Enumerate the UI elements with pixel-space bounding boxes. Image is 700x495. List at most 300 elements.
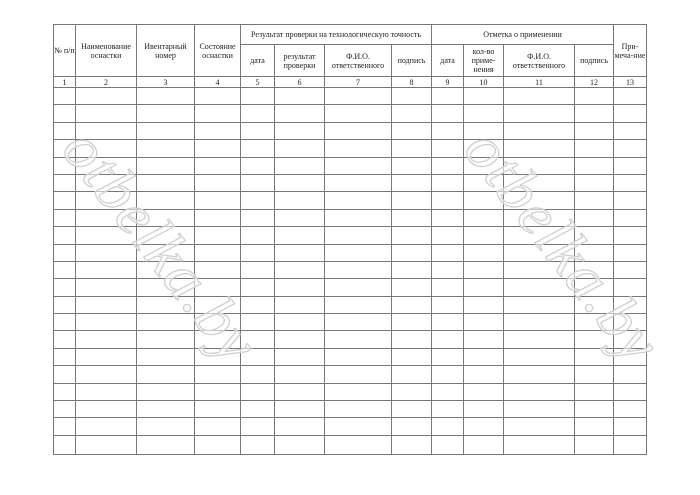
- table-cell: [195, 383, 241, 400]
- table-cell: [504, 88, 575, 105]
- header-row-1: [54, 25, 647, 45]
- table-cell: [432, 418, 464, 435]
- table-cell: [195, 209, 241, 226]
- table-cell: [464, 383, 504, 400]
- table-cell: [504, 279, 575, 296]
- table-cell: [241, 174, 275, 191]
- table-cell: [464, 366, 504, 383]
- header-check-responsible: Ф.И.О. ответственного: [325, 45, 392, 77]
- table-cell: [241, 279, 275, 296]
- table-cell: [575, 348, 614, 365]
- table-row: [54, 192, 647, 209]
- table-cell: [504, 192, 575, 209]
- column-number: 11: [504, 77, 575, 88]
- table-cell: [195, 348, 241, 365]
- table-cell: [76, 261, 137, 278]
- table-cell: [432, 157, 464, 174]
- table-cell: [137, 296, 195, 313]
- table-cell: [392, 401, 432, 418]
- table-cell: [392, 244, 432, 261]
- table-row: [54, 244, 647, 261]
- table-cell: [195, 244, 241, 261]
- table-cell: [575, 227, 614, 244]
- table-cell: [614, 140, 647, 157]
- table-cell: [392, 348, 432, 365]
- table-row: [54, 140, 647, 157]
- header-tooling-condition: Состояние оснастки: [195, 25, 241, 77]
- table-cell: [275, 192, 325, 209]
- table-cell: [195, 418, 241, 435]
- table-cell: [575, 261, 614, 278]
- table-cell: [614, 383, 647, 400]
- table-cell: [614, 209, 647, 226]
- table-cell: [137, 209, 195, 226]
- table-body: [54, 88, 647, 455]
- table-cell: [464, 192, 504, 209]
- table-cell: [614, 157, 647, 174]
- table-cell: [137, 348, 195, 365]
- table-cell: [137, 261, 195, 278]
- table-row: [54, 209, 647, 226]
- table-cell: [614, 401, 647, 418]
- table-cell: [76, 227, 137, 244]
- table-cell: [504, 140, 575, 157]
- table-cell: [392, 140, 432, 157]
- table-cell: [614, 261, 647, 278]
- table-cell: [137, 401, 195, 418]
- table-cell: [392, 122, 432, 139]
- table-cell: [76, 157, 137, 174]
- table-cell: [275, 174, 325, 191]
- column-number: 8: [392, 77, 432, 88]
- column-number: 9: [432, 77, 464, 88]
- table-row: [54, 157, 647, 174]
- table-cell: [137, 279, 195, 296]
- table-cell: [241, 401, 275, 418]
- table-cell: [137, 88, 195, 105]
- table-cell: [54, 314, 76, 331]
- table-cell: [392, 366, 432, 383]
- table-row: [54, 418, 647, 435]
- table-cell: [464, 296, 504, 313]
- header-usage-count: кол-во приме-нения: [464, 45, 504, 77]
- table-cell: [614, 331, 647, 348]
- table-cell: [195, 227, 241, 244]
- table-cell: [76, 331, 137, 348]
- table-cell: [432, 296, 464, 313]
- table-cell: [432, 348, 464, 365]
- table-cell: [76, 88, 137, 105]
- table-cell: [504, 383, 575, 400]
- table-cell: [275, 418, 325, 435]
- table-cell: [76, 314, 137, 331]
- table-cell: [504, 157, 575, 174]
- table-cell: [137, 314, 195, 331]
- table-cell: [54, 279, 76, 296]
- table-cell: [432, 331, 464, 348]
- table-cell: [76, 244, 137, 261]
- table-cell: [275, 366, 325, 383]
- table-cell: [54, 435, 76, 454]
- table-cell: [241, 314, 275, 331]
- table-cell: [614, 122, 647, 139]
- column-number: 12: [575, 77, 614, 88]
- table-cell: [504, 261, 575, 278]
- table-row: [54, 348, 647, 365]
- table-cell: [614, 314, 647, 331]
- column-number: 3: [137, 77, 195, 88]
- table-cell: [392, 435, 432, 454]
- table-cell: [241, 88, 275, 105]
- table-cell: [76, 366, 137, 383]
- table-cell: [575, 244, 614, 261]
- table-cell: [195, 401, 241, 418]
- table-cell: [76, 383, 137, 400]
- table-cell: [392, 383, 432, 400]
- table-cell: [392, 418, 432, 435]
- table-cell: [614, 296, 647, 313]
- table-row: [54, 314, 647, 331]
- table-cell: [614, 244, 647, 261]
- table-cell: [432, 140, 464, 157]
- table-cell: [464, 348, 504, 365]
- column-number: 13: [614, 77, 647, 88]
- table-cell: [137, 105, 195, 122]
- table-cell: [392, 192, 432, 209]
- table-cell: [275, 122, 325, 139]
- table-cell: [504, 401, 575, 418]
- table-cell: [241, 331, 275, 348]
- table-cell: [241, 157, 275, 174]
- table-cell: [325, 88, 392, 105]
- header-check-result: результат проверки: [275, 45, 325, 77]
- table-cell: [54, 401, 76, 418]
- table-cell: [325, 157, 392, 174]
- table-cell: [275, 331, 325, 348]
- header-check-signature: подпись: [392, 45, 432, 77]
- table-cell: [504, 296, 575, 313]
- table-cell: [504, 348, 575, 365]
- table-cell: [432, 261, 464, 278]
- table-cell: [137, 174, 195, 191]
- table-cell: [504, 209, 575, 226]
- table-row: [54, 401, 647, 418]
- header-accuracy-check-group: Результат проверки на технологическую точность: [241, 25, 432, 45]
- table-cell: [76, 418, 137, 435]
- table-cell: [504, 331, 575, 348]
- table-cell: [54, 174, 76, 191]
- table-cell: [195, 174, 241, 191]
- table-cell: [575, 314, 614, 331]
- table-cell: [464, 227, 504, 244]
- table-cell: [241, 122, 275, 139]
- table-cell: [432, 383, 464, 400]
- table-cell: [504, 418, 575, 435]
- table-cell: [575, 296, 614, 313]
- table-cell: [275, 209, 325, 226]
- table-cell: [54, 192, 76, 209]
- table-cell: [76, 140, 137, 157]
- table-cell: [325, 435, 392, 454]
- table-cell: [325, 279, 392, 296]
- table-cell: [76, 122, 137, 139]
- table-cell: [325, 314, 392, 331]
- table-cell: [392, 296, 432, 313]
- table-cell: [325, 366, 392, 383]
- table-cell: [275, 227, 325, 244]
- table-cell: [54, 88, 76, 105]
- table-cell: [137, 157, 195, 174]
- table-cell: [54, 157, 76, 174]
- table-cell: [325, 122, 392, 139]
- table-cell: [54, 244, 76, 261]
- table-cell: [464, 88, 504, 105]
- table-cell: [76, 296, 137, 313]
- table-cell: [241, 366, 275, 383]
- tooling-log-table: [53, 24, 647, 455]
- table-cell: [432, 401, 464, 418]
- table-cell: [76, 192, 137, 209]
- table-row: [54, 105, 647, 122]
- table-cell: [325, 348, 392, 365]
- table-cell: [325, 140, 392, 157]
- table-cell: [614, 227, 647, 244]
- table-cell: [241, 383, 275, 400]
- table-cell: [54, 122, 76, 139]
- table-cell: [392, 157, 432, 174]
- table-cell: [614, 418, 647, 435]
- table-cell: [241, 296, 275, 313]
- table-cell: [432, 314, 464, 331]
- table-cell: [325, 401, 392, 418]
- table-cell: [137, 383, 195, 400]
- table-cell: [432, 122, 464, 139]
- table-cell: [575, 418, 614, 435]
- table-cell: [464, 122, 504, 139]
- table-cell: [464, 401, 504, 418]
- table-cell: [241, 227, 275, 244]
- table-cell: [504, 105, 575, 122]
- table-cell: [504, 122, 575, 139]
- table-cell: [325, 192, 392, 209]
- table-cell: [575, 140, 614, 157]
- table-cell: [195, 88, 241, 105]
- column-number-row: [54, 77, 647, 88]
- table-cell: [241, 435, 275, 454]
- table-cell: [275, 244, 325, 261]
- table-cell: [614, 174, 647, 191]
- table-cell: [614, 192, 647, 209]
- table-cell: [195, 366, 241, 383]
- table-cell: [575, 435, 614, 454]
- table-cell: [241, 348, 275, 365]
- table-cell: [432, 227, 464, 244]
- table-cell: [432, 244, 464, 261]
- table-cell: [275, 105, 325, 122]
- table-cell: [392, 227, 432, 244]
- table-row: [54, 331, 647, 348]
- table-cell: [392, 105, 432, 122]
- table-cell: [392, 174, 432, 191]
- header-usage-responsible: Ф.И.О. ответственного: [504, 45, 575, 77]
- header-inventory-number: Ивентарный номер: [137, 25, 195, 77]
- table-cell: [464, 314, 504, 331]
- table-cell: [54, 227, 76, 244]
- table-cell: [275, 401, 325, 418]
- table-cell: [504, 366, 575, 383]
- table-cell: [241, 140, 275, 157]
- column-number: 10: [464, 77, 504, 88]
- table-cell: [575, 157, 614, 174]
- table-cell: [432, 366, 464, 383]
- table-cell: [614, 88, 647, 105]
- table-cell: [392, 209, 432, 226]
- table-cell: [464, 209, 504, 226]
- table-cell: [464, 279, 504, 296]
- table-cell: [54, 366, 76, 383]
- table-cell: [76, 174, 137, 191]
- table-cell: [432, 88, 464, 105]
- table-cell: [54, 105, 76, 122]
- table-cell: [504, 227, 575, 244]
- table-cell: [325, 331, 392, 348]
- table-cell: [275, 157, 325, 174]
- table-cell: [54, 383, 76, 400]
- header-check-date: дата: [241, 45, 275, 77]
- table-cell: [275, 279, 325, 296]
- table-cell: [392, 261, 432, 278]
- table-cell: [464, 244, 504, 261]
- watermark-text: otbelka.by: [48, 116, 273, 377]
- table-cell: [137, 192, 195, 209]
- table-cell: [504, 174, 575, 191]
- table-cell: [575, 401, 614, 418]
- table-row: [54, 366, 647, 383]
- column-number: 1: [54, 77, 76, 88]
- column-number: 5: [241, 77, 275, 88]
- table-cell: [614, 105, 647, 122]
- table-cell: [76, 279, 137, 296]
- table-cell: [614, 435, 647, 454]
- table-cell: [275, 88, 325, 105]
- table-cell: [275, 296, 325, 313]
- table-cell: [137, 366, 195, 383]
- table-cell: [241, 261, 275, 278]
- table-cell: [54, 331, 76, 348]
- table-cell: [575, 279, 614, 296]
- table-cell: [195, 314, 241, 331]
- table-cell: [392, 314, 432, 331]
- table-cell: [275, 261, 325, 278]
- table-cell: [575, 88, 614, 105]
- table-cell: [195, 261, 241, 278]
- table-cell: [464, 261, 504, 278]
- table-cell: [432, 279, 464, 296]
- table-cell: [325, 105, 392, 122]
- table-cell: [575, 174, 614, 191]
- table-row: [54, 383, 647, 400]
- table-cell: [392, 88, 432, 105]
- column-number: 2: [76, 77, 137, 88]
- table-cell: [432, 192, 464, 209]
- table-cell: [614, 348, 647, 365]
- table-row: [54, 227, 647, 244]
- table-cell: [575, 105, 614, 122]
- table-cell: [137, 122, 195, 139]
- header-notes: При-меча-ние: [614, 25, 647, 77]
- table-cell: [325, 174, 392, 191]
- table-cell: [575, 331, 614, 348]
- table-cell: [504, 244, 575, 261]
- table-cell: [241, 418, 275, 435]
- table-cell: [464, 331, 504, 348]
- table-cell: [325, 418, 392, 435]
- table-cell: [76, 435, 137, 454]
- table-row: [54, 122, 647, 139]
- table-cell: [241, 209, 275, 226]
- table-cell: [241, 105, 275, 122]
- table-cell: [575, 366, 614, 383]
- table-cell: [432, 435, 464, 454]
- table-row: [54, 261, 647, 278]
- table-cell: [195, 296, 241, 313]
- table-row: [54, 296, 647, 313]
- table-cell: [275, 140, 325, 157]
- table-cell: [275, 348, 325, 365]
- table-cell: [195, 435, 241, 454]
- header-tooling-name: Наименование оснастки: [76, 25, 137, 77]
- table-cell: [464, 140, 504, 157]
- table-cell: [432, 174, 464, 191]
- table-cell: [575, 383, 614, 400]
- table-cell: [54, 296, 76, 313]
- table-cell: [325, 244, 392, 261]
- table-cell: [137, 140, 195, 157]
- table-cell: [195, 122, 241, 139]
- table-cell: [137, 331, 195, 348]
- table-cell: [76, 348, 137, 365]
- table-cell: [325, 261, 392, 278]
- column-number: 6: [275, 77, 325, 88]
- table-cell: [464, 418, 504, 435]
- table-cell: [325, 296, 392, 313]
- table-row: [54, 279, 647, 296]
- table-cell: [325, 227, 392, 244]
- table-row: [54, 174, 647, 191]
- table-cell: [325, 383, 392, 400]
- table-cell: [241, 192, 275, 209]
- table-cell: [195, 331, 241, 348]
- table-cell: [137, 227, 195, 244]
- table-cell: [614, 279, 647, 296]
- table-cell: [195, 140, 241, 157]
- table-cell: [275, 435, 325, 454]
- header-row-number: № п/п: [54, 25, 76, 77]
- table-cell: [137, 435, 195, 454]
- header-usage-signature: подпись: [575, 45, 614, 77]
- table-cell: [54, 348, 76, 365]
- table-cell: [54, 261, 76, 278]
- table-cell: [241, 244, 275, 261]
- table-row: [54, 88, 647, 105]
- table-cell: [432, 209, 464, 226]
- table-row: [54, 435, 647, 454]
- column-number: 7: [325, 77, 392, 88]
- watermark-text: otbelka.by: [450, 116, 675, 377]
- header-usage-date: дата: [432, 45, 464, 77]
- table-cell: [464, 174, 504, 191]
- table-cell: [575, 122, 614, 139]
